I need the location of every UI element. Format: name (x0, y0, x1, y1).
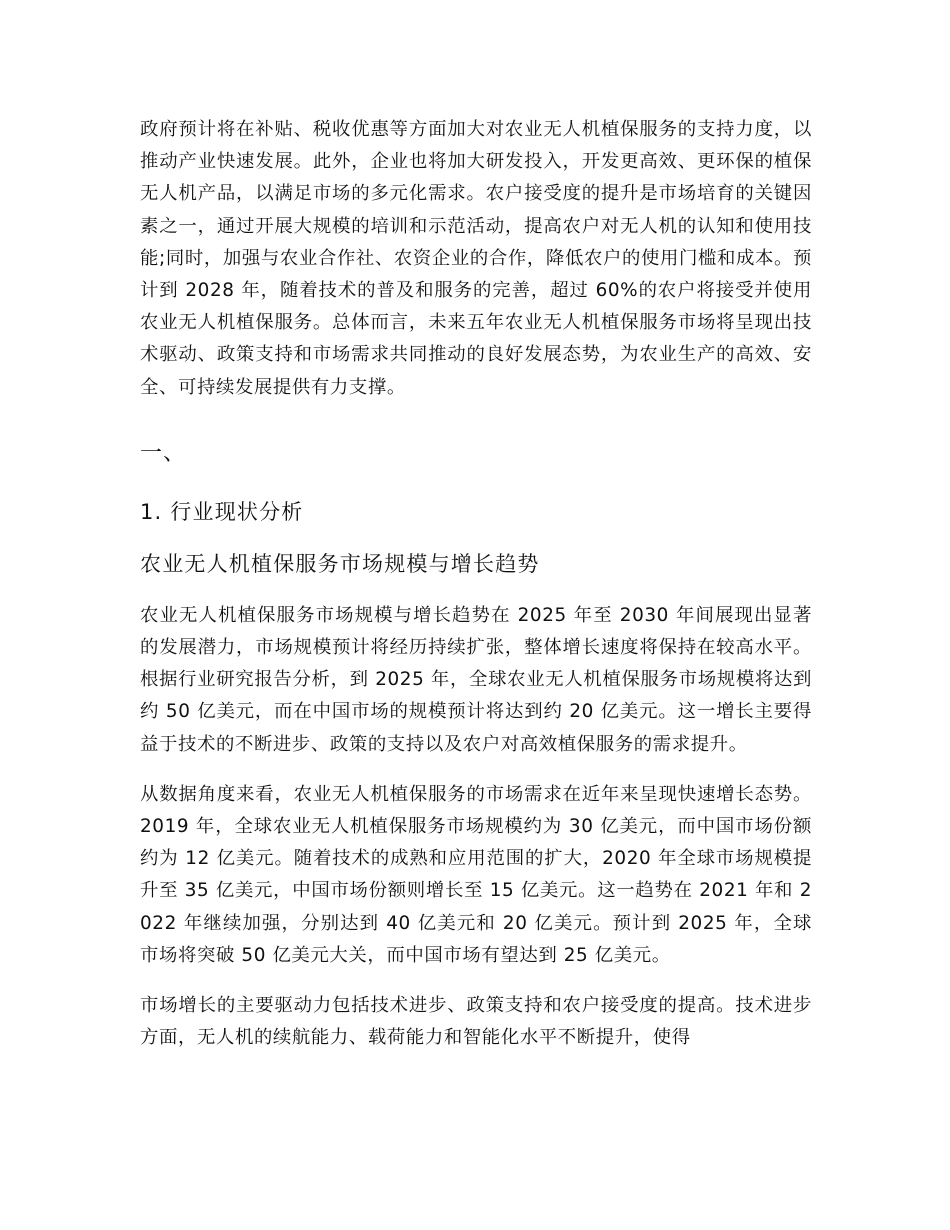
document-page (140, 114, 812, 1054)
market-data-paragraph: 从数据角度来看，农业无人机植保服务的市场需求在近年来呈现快速增长态势。2019 年，全球农业无人机植保服务市场规模约为 30 亿美元，而中国市场份额约为 12 亿美元。随着技术的成熟和应用范围的扩大，2020 年全球市场规模提升至 35 亿美元，中国市场份额则增长至 15 亿美元。这一趋势在 2021 年和 2022 年继续加强，分别达到 40 亿美元和 20 亿美元。预计到 2025 年，全球市场将突破 50 亿美元大关，而中国市场有望达到 25 亿美元。 (140, 783, 812, 966)
subsection-title: 农业无人机植保服务市场规模与增长趋势 (140, 551, 540, 576)
intro-paragraph: 政府预计将在补贴、税收优惠等方面加大对农业无人机植保服务的支持力度，以推动产业快速发展。此外，企业也将加大研发投入，开发更高效、更环保的植保无人机产品，以满足市场的多元化需求。农户接受度的提升是市场培育的关键因素之一，通过开展大规模的培训和示范活动，提高农户对无人机的认知和使用技能;同时，加强与农业合作社、农资企业的合作，降低农户的使用门槛和成本。预计到 2028 年，随着技术的普及和服务的完善，超过 60%的农户将接受并使用农业无人机植保服务。总体而言，未来五年农业无人机植保服务市场将呈现出技术驱动、政策支持和市场需求共同推动的良好发展态势，为农业生产的高效、安全、可持续发展提供有力支撑。 (140, 119, 812, 398)
section-marker: 一、 (140, 440, 187, 466)
growth-drivers-paragraph: 市场增长的主要驱动力包括技术进步、政策支持和农户接受度的提高。技术进步方面，无人机的续航能力、载荷能力和智能化水平不断提升，使得 (140, 995, 812, 1049)
section-title: 1. 行业现状分析 (140, 499, 304, 524)
market-size-paragraph: 农业无人机植保服务市场规模与增长趋势在 2025 年至 2030 年间展现出显著的发展潜力，市场规模预计将经历持续扩张，整体增长速度将保持在较高水平。根据行业研究报告分析，到 2025 年，全球农业无人机植保服务市场规模将达到约 50 亿美元，而在中国市场的规模预计将达到约 20 亿美元。这一增长主要得益于技术的不断进步、政策的支持以及农户对高效植保服务的需求提升。 (140, 604, 812, 755)
